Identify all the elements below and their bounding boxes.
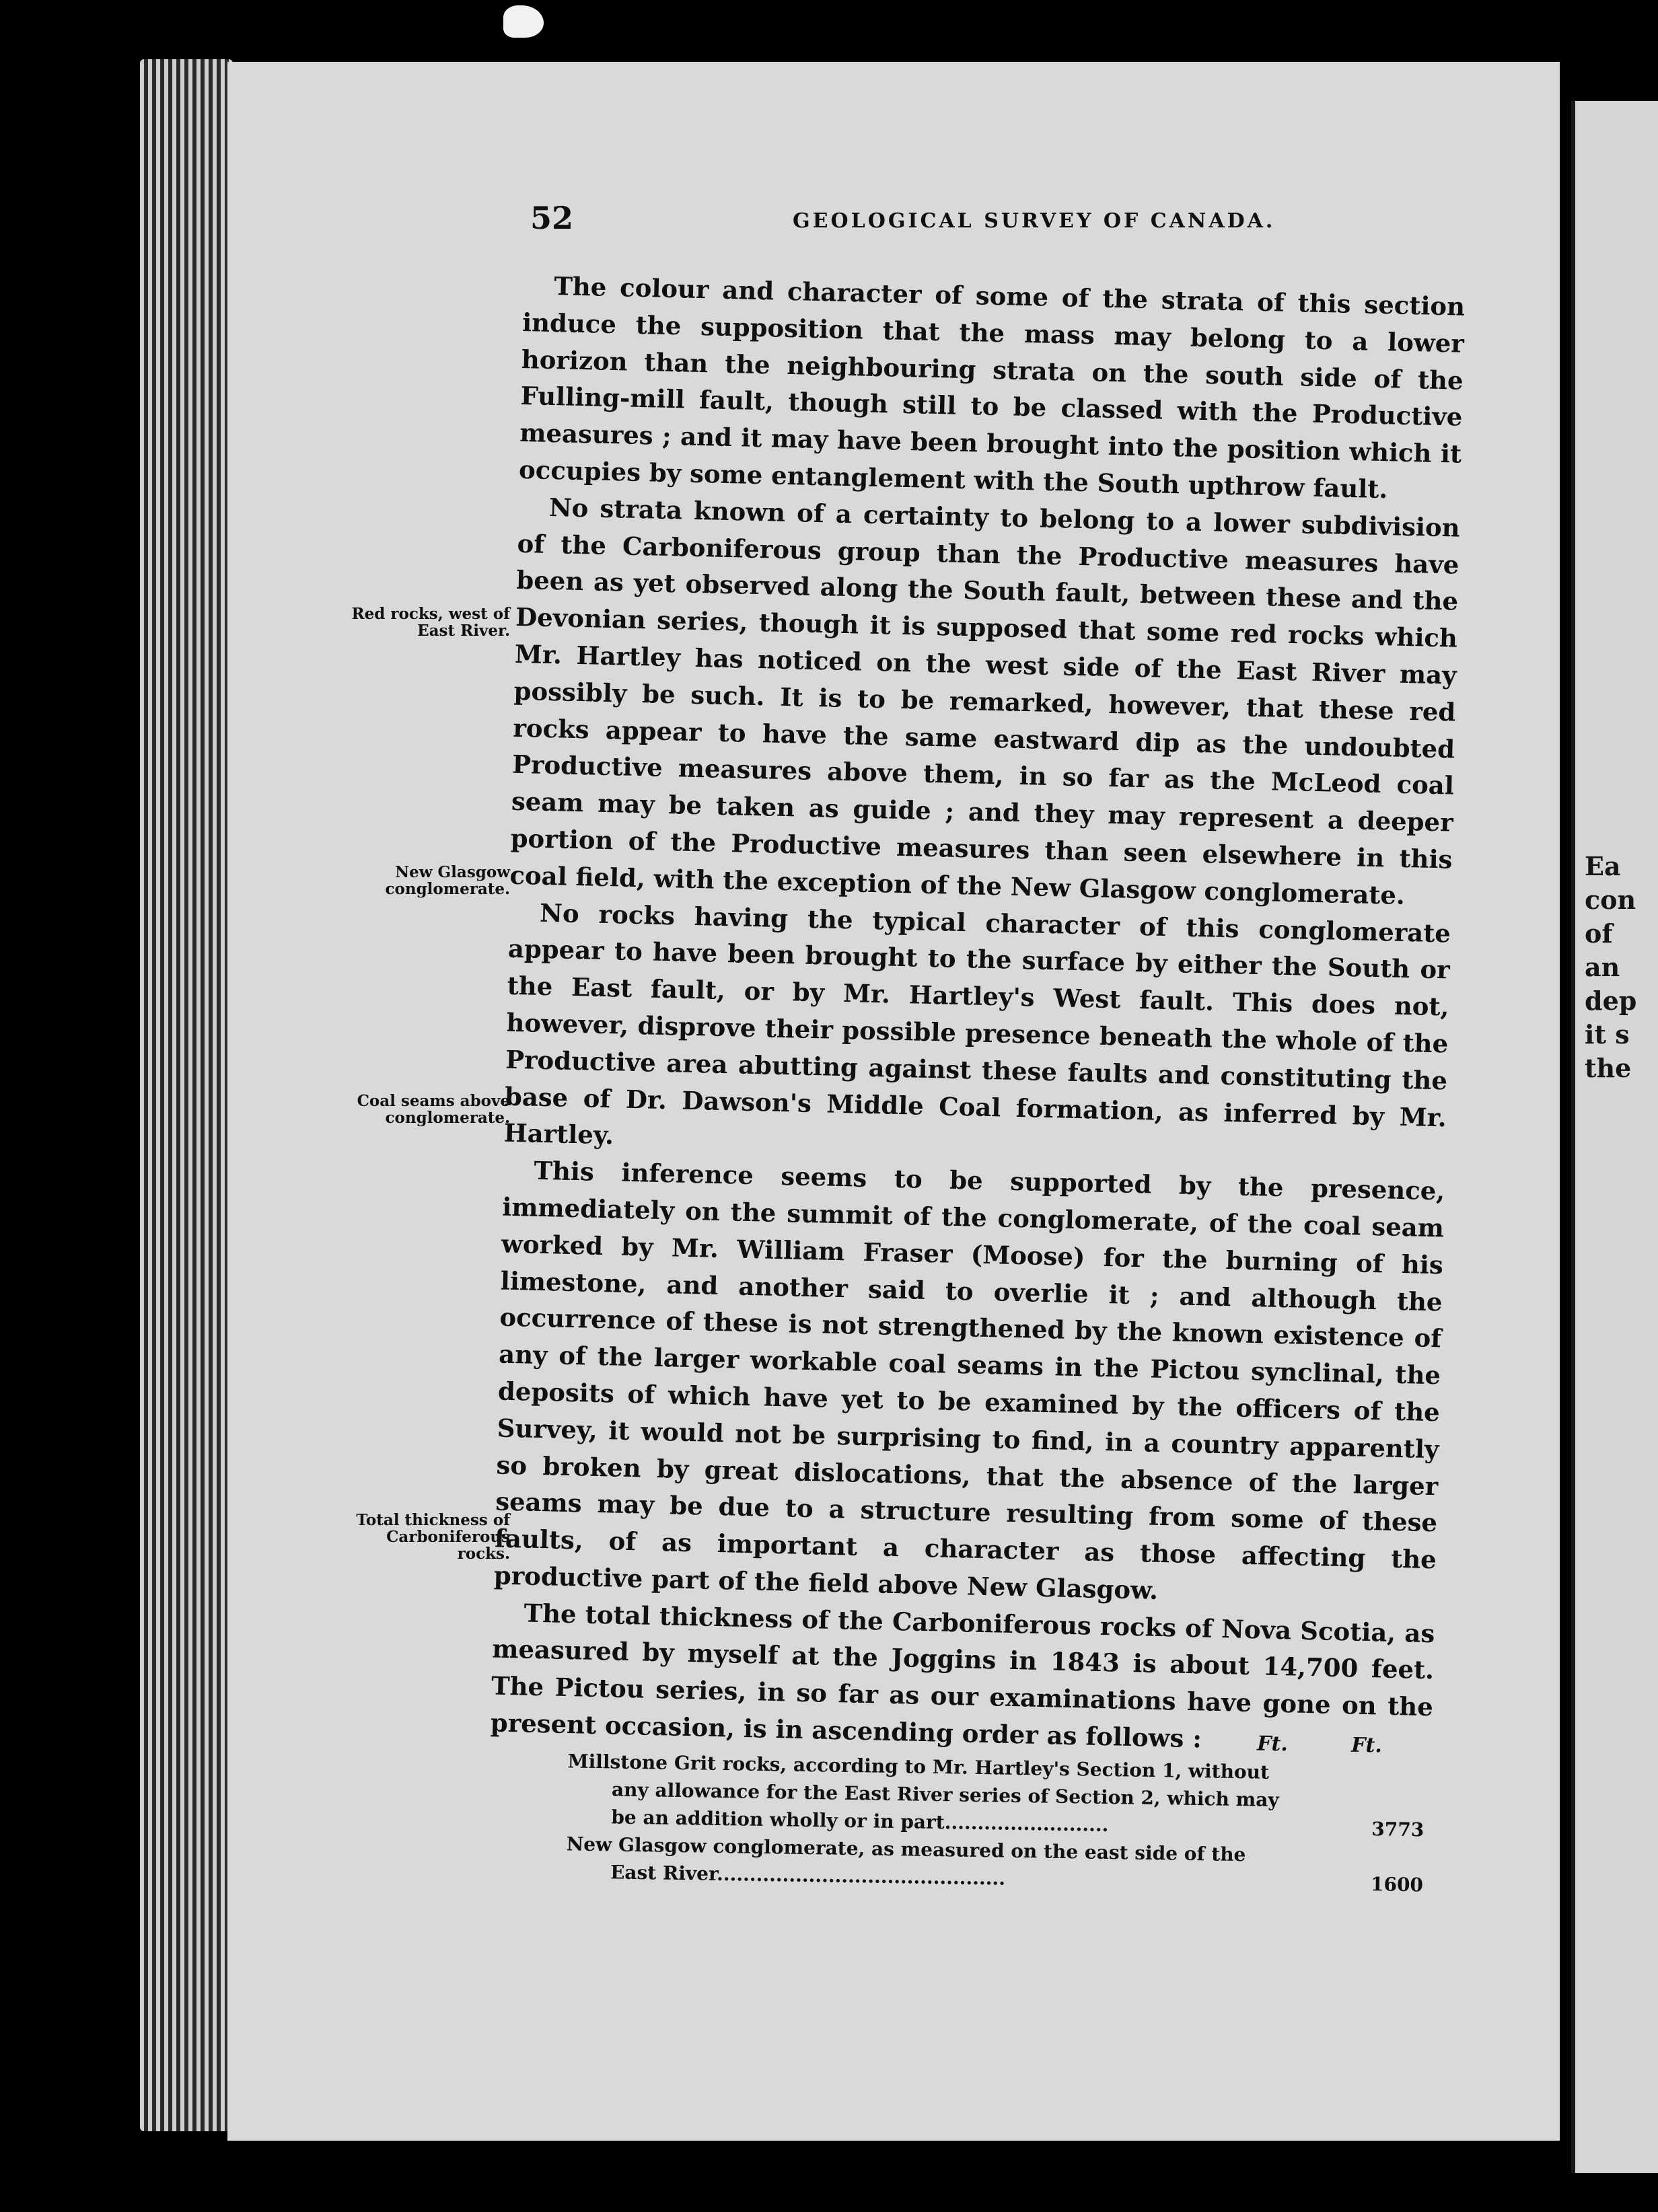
- running-head: GEOLOGICAL SURVEY OF CANADA.: [793, 209, 1276, 233]
- paragraph: No strata known of a certainty to belong to a lower subdivision of the Carboniferous group than the Productive measures have been as yet observed along the South fault, between these and the Devonian series, though it is supposed that some red rocks which Mr. Hartley has noticed on the west side of the East River may possibly be such. It is to be remarked, however, that these red rocks appear to have the same eastward dip as the undoubted Productive measures above them, in so far as the McLeod coal seam may be taken as guide ; and they may represent a deeper portion of the Productive measures than seen elsewhere in this coal field, with the exception of the New Glasgow conglomerate.: [509, 492, 1461, 910]
- page-number: 52: [530, 200, 574, 236]
- column-header-ft: Ft.: [1256, 1732, 1289, 1757]
- sidenote-red-rocks: Red rocks, west of East River.: [351, 605, 510, 640]
- page-header: [530, 200, 1452, 240]
- paragraph: This inference seems to be supported by the presence, immediately on the summit of the conglomerate, of the coal seam worked by Mr. William Fraser (Moose) for the burning of his limestone, and another said to overlie it ; and although the occurrence of these is not strengthened by the known existence of any of the larger workable coal seams in the Pictou synclinal, the deposits of which have yet to be examined by the officers of the Survey, it would not be surprising to find, in a country apparently so broken by great dislocations, that the absence of the larger seams may be due to a structure resulting from some of these faults, of as important a character as those affecting the productive part of the field above New Glasgow.: [493, 1155, 1445, 1605]
- column-header-ft: Ft.: [1350, 1733, 1383, 1758]
- table-row-value: 1600: [1370, 1873, 1424, 1896]
- scan-speck: [503, 5, 544, 38]
- table-row-description: Millstone Grit rocks, according to Mr. Hartley's Section 1, without any allowance for the East River series of Section 2, which may be an addition wholly or in part.........................: [567, 1750, 1279, 1837]
- facing-page-text: Ea: [1585, 851, 1621, 881]
- facing-page-text: of: [1585, 918, 1613, 949]
- table-row-value: 3773: [1371, 1818, 1425, 1841]
- book-page: [227, 62, 1560, 2141]
- thickness-table: [548, 1732, 1479, 1900]
- book-page-edges: [140, 59, 233, 2131]
- table-row-description: New Glasgow conglomerate, as measured on the east side of the East River............................................: [566, 1833, 1246, 1890]
- facing-page-text: an: [1585, 952, 1620, 982]
- table-row: [549, 1747, 1479, 1845]
- sidenote-new-glasgow: New Glasgow conglomerate.: [385, 863, 510, 898]
- paragraph: No rocks having the typical character of this conglomerate appear to have been brought to the surface by either the South or the East fault, or by Mr. Hartley's West fault. This does not, however, disprove their possible presence beneath the whole of the Productive area abutting against these faults and constituting the base of Dr. Dawson's Middle Coal formation, as inferred by Mr. Hartley.: [503, 897, 1451, 1150]
- paragraph: The colour and character of some of the strata of this section induce the supposition that the mass may belong to a lower horizon than the neighbouring strata on the south side of the Fulling-mill fault, though still to be classed with the Productive measures ; and it may have been brought into the position which it occupies by some entanglement with the South upthrow fault.: [518, 271, 1466, 505]
- paragraph: The total thickness of the Carboniferous rocks of Nova Scotia, as measured by myself at the Joggins in 1843 is about 14,700 feet. The Pictou series, in so far as our examinations have gone on the present occasion, is in ascending order as follows :: [490, 1598, 1435, 1754]
- facing-page-text: it s: [1585, 1019, 1630, 1049]
- facing-page-text: dep: [1585, 986, 1637, 1016]
- body-text: [490, 267, 1465, 1763]
- facing-page-text: con: [1585, 885, 1636, 915]
- sidenote-coal-seams: Coal seams above conglomerate.: [357, 1092, 510, 1127]
- sidenote-total-thickness: Total thickness of Carboniferous rocks.: [356, 1511, 510, 1563]
- facing-page-text: the: [1585, 1053, 1632, 1083]
- facing-page-fragment: [1571, 101, 1658, 2173]
